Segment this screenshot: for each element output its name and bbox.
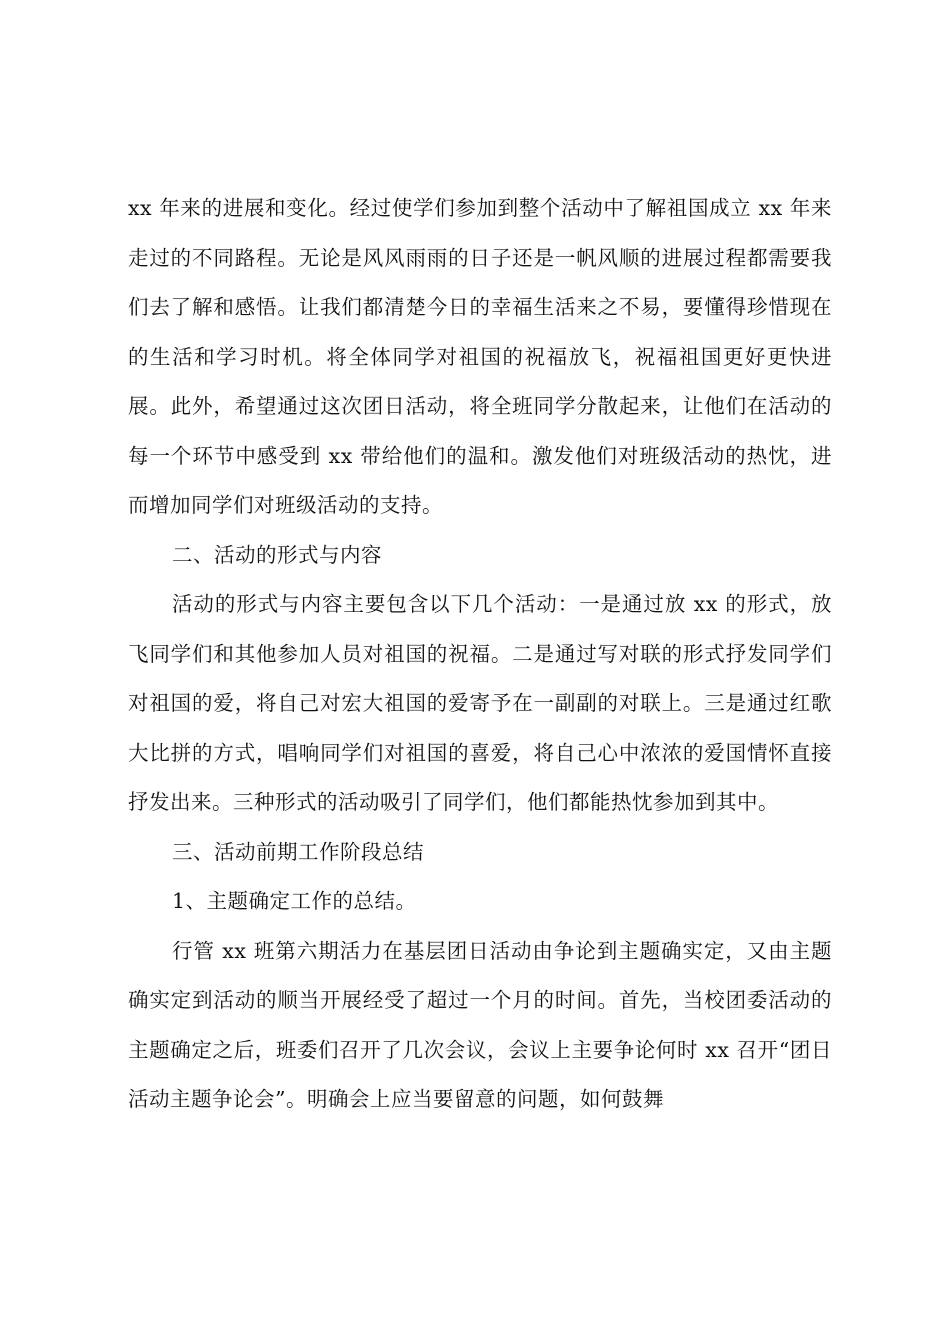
paragraph-activity-forms: 活动的形式与内容主要包含以下几个活动：一是通过放 xx 的形式，放飞同学们和其他参加人员对祖国的祝福。二是通过写对联的形式抒发同学们对祖国的爱，将自己对宏大祖国的爱寄予在一副副的对联上。三是通过红歌大比拼的方式，唱响同学们对祖国的喜爱，将自己心中浓浓的爱国情怀直接抒发出来。三种形式的活动吸引了同学们，他们都能热忱参加到其中。 — [128, 592, 832, 814]
subsection-heading-1: 1、主题确定工作的总结。 — [172, 889, 417, 913]
paragraph-continuation: xx 年来的进展和变化。经过使学们参加到整个活动中了解祖国成立 xx 年来走过的不同路程。无论是风风雨雨的日子还是一帆风顺的进展过程都需要我们去了解和感悟。让我们都清楚今日的幸福生活来之不易，要懂得珍惜现在的生活和学习时机。将全体同学对祖国的祝福放飞，祝福祖国更好更快进展。此外，希望通过这次团日活动，将全班同学分散起来，让他们在活动的每一个环节中感受到 xx 带给他们的温和。激发他们对班级活动的热忱，进而增加同学们对班级活动的支持。 — [128, 196, 832, 517]
section-heading-3: 三、活动前期工作阶段总结 — [172, 839, 424, 864]
document-body — [128, 184, 832, 1125]
section-heading-2: 二、活动的形式与内容 — [172, 542, 382, 567]
paragraph-theme-summary: 行管 xx 班第六期活力在基层团日活动由争论到主题确实定，又由主题确实定到活动的顺当开展经受了超过一个月的时间。首先，当校团委活动的主题确定之后，班委们召开了几次会议，会议上主要争论何时 xx 召开“团日活动主题争论会”。明确会上应当要留意的问题，如何鼓舞 — [128, 938, 832, 1111]
